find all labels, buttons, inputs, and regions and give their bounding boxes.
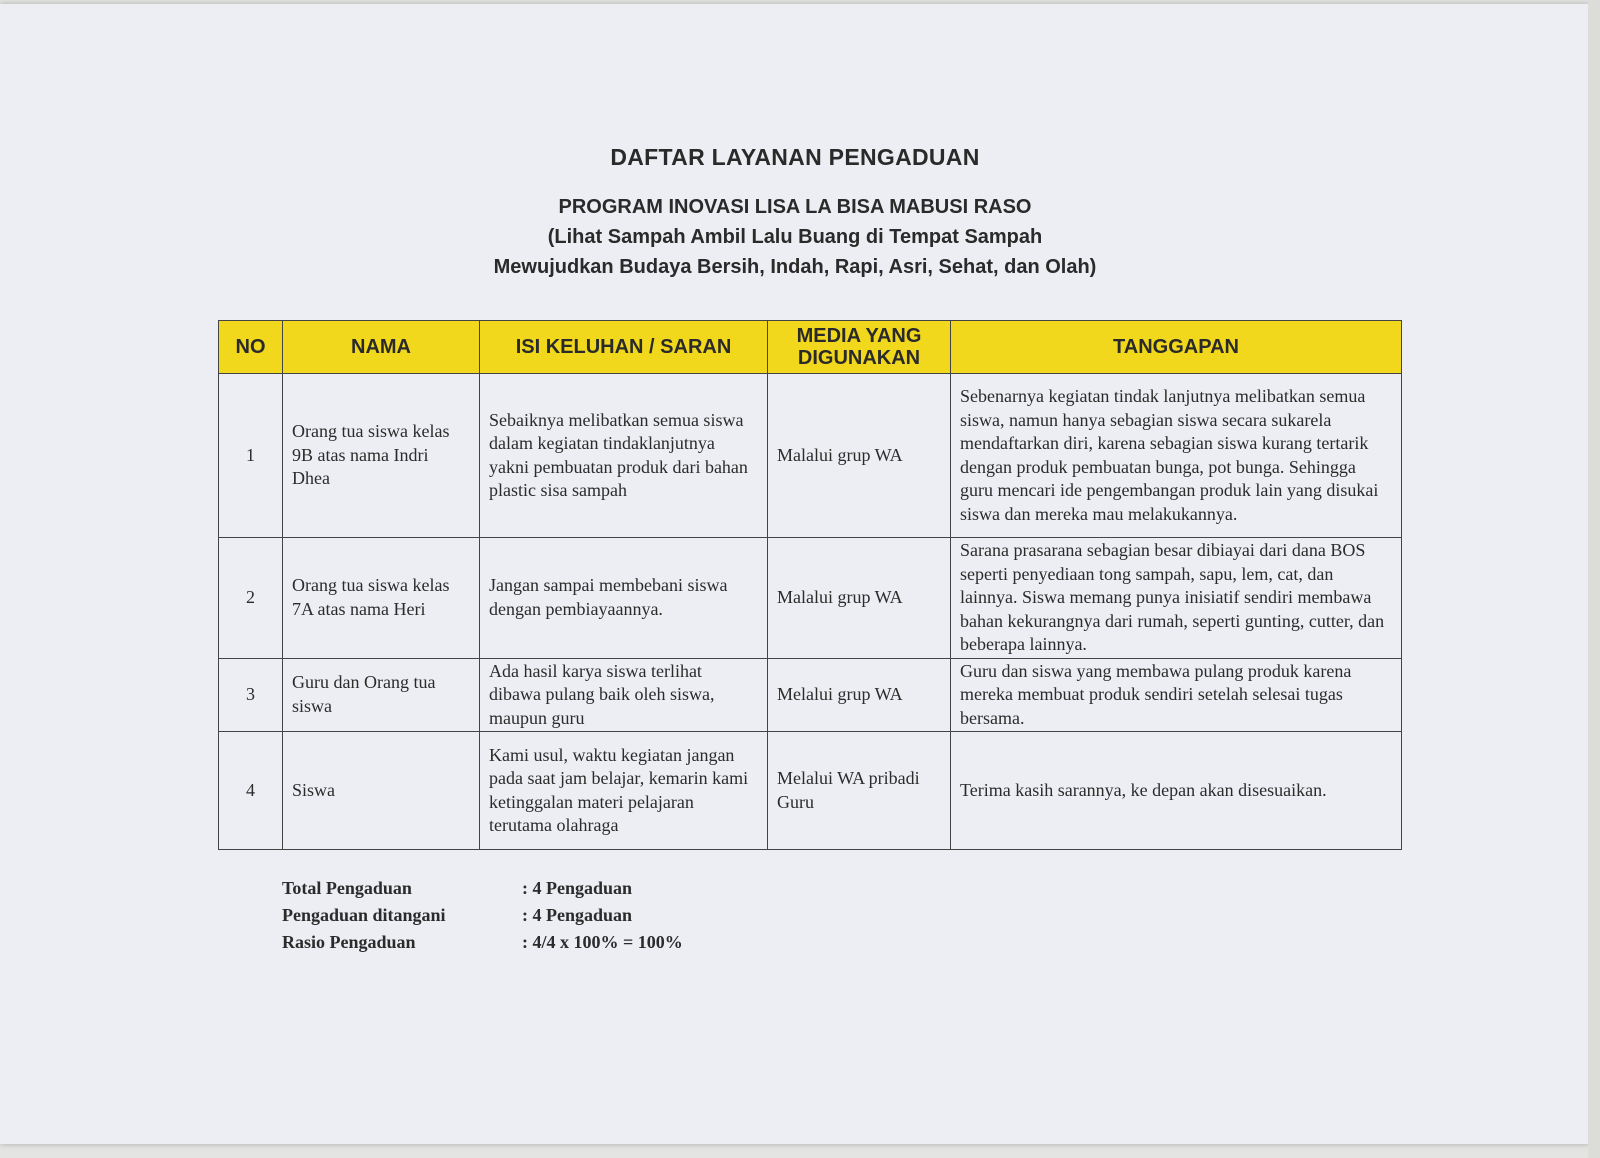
cell-keluhan: Jangan sampai membebani siswa dengan pembiayaannya. xyxy=(480,538,768,659)
cell-tanggapan: Terima kasih sarannya, ke depan akan disesuaikan. xyxy=(951,732,1402,850)
table-row xyxy=(219,658,1402,732)
summary-label: Total Pengaduan xyxy=(282,878,412,898)
cell-media: Melalui grup WA xyxy=(768,658,951,732)
cell-tanggapan: Sarana prasarana sebagian besar dibiayai dari dana BOS seperti penyediaan tong sampah, sapu, lem, cat, dan lainnya. Siswa memang punya inisiatif sendiri membawa bahan kekurangnya dari rumah, seperti gunting, cutter, dan beberapa lainnya. xyxy=(951,538,1402,659)
summary-label: Pengaduan ditangani xyxy=(282,905,446,925)
column-header-no: NO xyxy=(219,321,283,374)
cell-no: 2 xyxy=(219,538,283,659)
cell-no: 4 xyxy=(219,732,283,850)
table-row xyxy=(219,538,1402,659)
column-header-nama: NAMA xyxy=(283,321,480,374)
complaints-table xyxy=(218,320,1402,850)
column-header-keluhan: ISI KELUHAN / SARAN xyxy=(480,321,768,374)
cell-keluhan: Sebaiknya melibatkan semua siswa dalam kegiatan tindaklanjutnya yakni pembuatan produk dari bahan plastic sisa sampah xyxy=(480,374,768,538)
cell-keluhan: Ada hasil karya siswa terlihat dibawa pulang baik oleh siswa, maupun guru xyxy=(480,658,768,732)
cell-tanggapan: Guru dan siswa yang membawa pulang produk karena mereka membuat produk sendiri setelah selesai tugas bersama. xyxy=(951,658,1402,732)
cell-nama: Orang tua siswa kelas 9B atas nama Indri Dhea xyxy=(283,374,480,538)
summary-row-ratio xyxy=(282,932,683,959)
table-row xyxy=(219,374,1402,538)
table-header-row xyxy=(219,321,1402,374)
cell-nama: Siswa xyxy=(283,732,480,850)
document-title: DAFTAR LAYANAN PENGADUAN xyxy=(610,144,980,170)
cell-nama: Orang tua siswa kelas 7A atas nama Heri xyxy=(283,538,480,659)
background-surface xyxy=(1588,0,1600,1158)
summary-row-total xyxy=(282,878,683,905)
summary-label: Rasio Pengaduan xyxy=(282,932,416,952)
program-subtitle: PROGRAM INOVASI LISA LA BISA MABUSI RASO xyxy=(558,196,1032,218)
cell-nama: Guru dan Orang tua siswa xyxy=(283,658,480,732)
summary-value: : 4/4 x 100% = 100% xyxy=(522,932,683,952)
paper-sheet xyxy=(0,4,1590,1144)
cell-media: Malalui grup WA xyxy=(768,374,951,538)
column-header-media: MEDIA YANG DIGUNAKAN xyxy=(768,321,951,374)
cell-media: Malalui grup WA xyxy=(768,538,951,659)
cell-media: Melalui WA pribadi Guru xyxy=(768,732,951,850)
cell-no: 3 xyxy=(219,658,283,732)
program-subtitle-line-3: Mewujudkan Budaya Bersih, Indah, Rapi, Asri, Sehat, dan Olah) xyxy=(493,256,1097,278)
cell-no: 1 xyxy=(219,374,283,538)
column-header-tanggapan: TANGGAPAN xyxy=(951,321,1402,374)
table-row xyxy=(219,732,1402,850)
summary-value: : 4 Pengaduan xyxy=(522,905,633,925)
cell-tanggapan: Sebenarnya kegiatan tindak lanjutnya melibatkan semua siswa, namun hanya sebagian siswa secara sukarela mendaftarkan diri, karena sebagian siswa kurang tertarik dengan produk pembuatan bunga, pot bunga. Sehingga guru mencari ide pengembangan produk lain yang disukai siswa dan mereka mau melakukannya. xyxy=(951,374,1402,538)
program-subtitle-line-2: (Lihat Sampah Ambil Lalu Buang di Tempat Sampah xyxy=(547,226,1043,248)
complaint-summary xyxy=(282,878,683,959)
summary-value: : 4 Pengaduan xyxy=(522,878,633,898)
cell-keluhan: Kami usul, waktu kegiatan jangan pada saat jam belajar, kemarin kami ketinggalan materi pelajaran terutama olahraga xyxy=(480,732,768,850)
summary-row-handled xyxy=(282,905,683,932)
